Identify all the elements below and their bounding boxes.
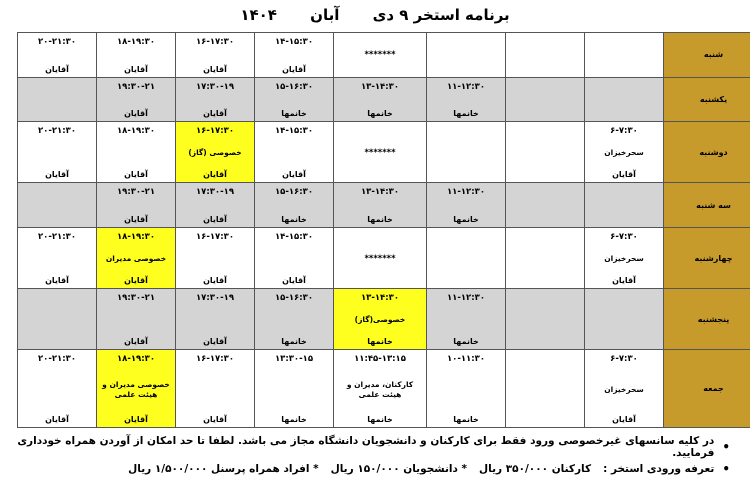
schedule-cell bbox=[585, 33, 664, 78]
schedule-cell bbox=[255, 227, 334, 288]
schedule-cell bbox=[176, 183, 255, 228]
schedule-cell bbox=[97, 122, 176, 183]
session-group: خانمها bbox=[367, 415, 393, 424]
schedule-cell bbox=[427, 227, 506, 288]
note-text: در کلیه سانسهای غیرخصوصی ورود فقط برای کارکنان و دانشجویان دانشگاه مجاز می باشد. لطفا تا حد امکان از آوردن همراه خودداری فرمایید. bbox=[17, 435, 715, 459]
session-time: ۱۵-۱۶:۳۰ bbox=[274, 293, 314, 304]
cell-content bbox=[336, 183, 424, 227]
cell-content bbox=[99, 350, 173, 427]
session-group: خانمها bbox=[281, 337, 307, 347]
session-group: آقایان bbox=[203, 64, 227, 74]
cell-content bbox=[336, 228, 424, 288]
session-group: خانمها bbox=[453, 337, 479, 347]
session-group: خانمها bbox=[453, 109, 479, 119]
cell-content bbox=[257, 122, 331, 182]
schedule-cell bbox=[427, 77, 506, 122]
session-group: آقایان bbox=[203, 170, 227, 180]
schedule-cell bbox=[255, 122, 334, 183]
session-time: ۲۰-۲۱:۳۰ bbox=[37, 231, 77, 242]
cell-content bbox=[429, 78, 503, 122]
closed-marker: ******* bbox=[364, 50, 396, 61]
session-group: آقایان bbox=[203, 214, 227, 224]
schedule-cell bbox=[506, 122, 585, 183]
schedule-cell bbox=[334, 122, 427, 183]
day-label: جمعه bbox=[664, 350, 750, 428]
session-time: ۱۵-۱۶:۳۰ bbox=[274, 81, 314, 92]
bullet-icon: • bbox=[722, 462, 730, 476]
cell-content bbox=[508, 78, 582, 122]
session-time: ۱۳:۳۰-۱۵ bbox=[274, 354, 314, 365]
session-group: خانمها bbox=[281, 109, 307, 119]
schedule-cell bbox=[334, 350, 427, 428]
day-label: یکشنبه bbox=[664, 77, 750, 122]
schedule-cell bbox=[506, 33, 585, 78]
schedule-cell bbox=[506, 227, 585, 288]
session-group: آقایان bbox=[282, 170, 306, 180]
cell-content bbox=[257, 350, 331, 427]
session-note: سحرخیزان bbox=[604, 254, 644, 264]
schedule-cell bbox=[176, 227, 255, 288]
schedule-cell bbox=[176, 33, 255, 78]
session-time: ۱۴-۱۵:۳۰ bbox=[274, 37, 314, 47]
cell-content bbox=[508, 228, 582, 288]
session-group: خانمها bbox=[453, 415, 479, 424]
session-group: آقایان bbox=[45, 276, 69, 286]
session-group: آقایان bbox=[124, 109, 148, 119]
bullet-icon: • bbox=[722, 440, 730, 454]
schedule-cell bbox=[427, 183, 506, 228]
cell-content bbox=[429, 183, 503, 227]
session-time: ۱۶-۱۷:۳۰ bbox=[195, 37, 235, 47]
schedule-row bbox=[18, 122, 750, 183]
session-group: آقایان bbox=[124, 170, 148, 180]
session-time: ۱۹:۳۰-۲۱ bbox=[116, 81, 156, 92]
session-time: ۱۷:۳۰-۱۹ bbox=[195, 187, 235, 198]
session-group: آقایان bbox=[203, 415, 227, 424]
session-time: ۱۶-۱۷:۳۰ bbox=[195, 354, 235, 365]
cell-content bbox=[429, 122, 503, 182]
closed-marker: ******* bbox=[364, 147, 396, 158]
cell-content bbox=[508, 33, 582, 77]
session-group: آقایان bbox=[203, 337, 227, 347]
schedule-cell bbox=[18, 183, 97, 228]
schedule-cell bbox=[176, 77, 255, 122]
schedule-cell bbox=[427, 33, 506, 78]
cell-content bbox=[99, 228, 173, 288]
cell-content bbox=[587, 183, 661, 227]
schedule-row bbox=[18, 183, 750, 228]
session-time: ۱۱-۱۲:۳۰ bbox=[446, 187, 486, 198]
cell-content bbox=[587, 33, 661, 77]
cell-content bbox=[99, 183, 173, 227]
schedule-cell bbox=[255, 33, 334, 78]
session-note: خصوصی مدیران bbox=[105, 254, 167, 264]
session-time: ۶-۷:۳۰ bbox=[610, 354, 638, 365]
session-group: آقایان bbox=[45, 64, 69, 74]
schedule-cell bbox=[334, 289, 427, 350]
fee-staff: کارکنان ۳۵۰/۰۰۰ ریال bbox=[479, 463, 592, 475]
cell-content bbox=[508, 183, 582, 227]
title-month: آبان bbox=[310, 6, 340, 24]
day-label: سه شنبه bbox=[664, 183, 750, 228]
cell-content bbox=[587, 228, 661, 288]
schedule-row bbox=[18, 77, 750, 122]
schedule-cell bbox=[97, 350, 176, 428]
cell-content bbox=[20, 228, 94, 288]
schedule-cell bbox=[18, 289, 97, 350]
schedule-cell bbox=[18, 122, 97, 183]
page-title bbox=[0, 6, 750, 24]
cell-content bbox=[178, 289, 252, 349]
session-group: آقایان bbox=[45, 415, 69, 424]
schedule-cell bbox=[97, 289, 176, 350]
day-label: دوشنبه bbox=[664, 122, 750, 183]
session-group: آقایان bbox=[124, 337, 148, 347]
schedule-cell bbox=[255, 77, 334, 122]
session-group: آقایان bbox=[282, 64, 306, 74]
schedule-cell bbox=[334, 77, 427, 122]
schedule-cell bbox=[97, 183, 176, 228]
session-time: ۱۹:۳۰-۲۱ bbox=[116, 187, 156, 198]
fee-guests: * افراد همراه پرسنل ۱/۵۰۰/۰۰۰ ریال bbox=[128, 463, 319, 475]
session-time: ۱۱-۱۲:۳۰ bbox=[446, 293, 486, 304]
schedule-cell bbox=[585, 77, 664, 122]
session-time: ۲۰-۲۱:۳۰ bbox=[37, 354, 77, 365]
schedule-cell bbox=[427, 350, 506, 428]
cell-content bbox=[178, 183, 252, 227]
title-main: برنامه استخر ۹ دی bbox=[372, 6, 510, 24]
cell-content bbox=[178, 33, 252, 77]
schedule-cell bbox=[255, 289, 334, 350]
title-year: ۱۴۰۴ bbox=[240, 6, 277, 24]
cell-content bbox=[257, 78, 331, 122]
schedule-cell bbox=[176, 289, 255, 350]
schedule-cell bbox=[18, 77, 97, 122]
session-time: ۱۳-۱۴:۳۰ bbox=[360, 81, 400, 92]
session-group: آقایان bbox=[203, 109, 227, 119]
cell-content bbox=[429, 289, 503, 349]
cell-content bbox=[336, 33, 424, 77]
session-note: خصوصی (گاز) bbox=[188, 148, 242, 158]
session-time: ۱۸-۱۹:۳۰ bbox=[116, 231, 156, 242]
schedule-cell bbox=[585, 183, 664, 228]
schedule-row bbox=[18, 350, 750, 428]
schedule-table bbox=[17, 32, 750, 428]
cell-content bbox=[508, 350, 582, 427]
day-label: شنبه bbox=[664, 33, 750, 78]
session-group: آقایان bbox=[124, 64, 148, 74]
schedule-cell bbox=[18, 227, 97, 288]
session-group: آقایان bbox=[124, 276, 148, 286]
session-group: خانمها bbox=[367, 214, 393, 224]
schedule-cell bbox=[506, 350, 585, 428]
session-time: ۱۶-۱۷:۳۰ bbox=[195, 231, 235, 242]
schedule-cell bbox=[585, 289, 664, 350]
session-group: خانمها bbox=[281, 415, 307, 424]
schedule-cell bbox=[585, 227, 664, 288]
cell-content bbox=[429, 33, 503, 77]
session-group: آقایان bbox=[612, 415, 636, 424]
cell-content bbox=[587, 289, 661, 349]
closed-marker: ******* bbox=[364, 253, 396, 264]
schedule-cell bbox=[506, 289, 585, 350]
session-group: آقایان bbox=[282, 276, 306, 286]
cell-content bbox=[99, 78, 173, 122]
session-group: آقایان bbox=[124, 214, 148, 224]
schedule-cell bbox=[334, 33, 427, 78]
schedule-cell bbox=[255, 183, 334, 228]
cell-content bbox=[99, 122, 173, 182]
cell-content bbox=[99, 33, 173, 77]
session-time: ۱۸-۱۹:۳۰ bbox=[116, 354, 156, 365]
fee-students: * دانشجویان ۱۵۰/۰۰۰ ریال bbox=[330, 463, 468, 475]
day-label: چهارشنبه bbox=[664, 227, 750, 288]
session-time: ۲۰-۲۱:۳۰ bbox=[37, 37, 77, 47]
session-time: ۱۸-۱۹:۳۰ bbox=[116, 37, 156, 47]
cell-content bbox=[336, 78, 424, 122]
schedule-cell bbox=[585, 122, 664, 183]
cell-content bbox=[178, 350, 252, 427]
schedule-cell bbox=[334, 227, 427, 288]
session-note: سحرخیزان bbox=[604, 148, 644, 158]
session-time: ۱۳-۱۴:۳۰ bbox=[360, 293, 400, 304]
note-fees bbox=[17, 458, 730, 480]
session-time: ۱۴-۱۵:۳۰ bbox=[274, 231, 314, 242]
session-time: ۱۹:۳۰-۲۱ bbox=[116, 293, 156, 304]
session-time: ۱۷:۳۰-۱۹ bbox=[195, 293, 235, 304]
session-note: خصوصی(گاز) bbox=[354, 315, 406, 325]
schedule-cell bbox=[585, 350, 664, 428]
schedule-cell bbox=[176, 122, 255, 183]
session-time: ۱۷:۳۰-۱۹ bbox=[195, 81, 235, 92]
cell-content bbox=[20, 183, 94, 227]
session-group: آقایان bbox=[203, 276, 227, 286]
cell-content bbox=[20, 289, 94, 349]
cell-content bbox=[257, 183, 331, 227]
cell-content bbox=[336, 122, 424, 182]
session-group: آقایان bbox=[124, 415, 148, 424]
schedule-cell bbox=[18, 33, 97, 78]
schedule-cell bbox=[427, 122, 506, 183]
cell-content bbox=[508, 122, 582, 182]
cell-content bbox=[178, 228, 252, 288]
cell-content bbox=[429, 350, 503, 427]
session-time: ۶-۷:۳۰ bbox=[610, 126, 638, 137]
session-note: کارکنان، مدیران و هیئت علمی bbox=[346, 379, 414, 399]
cell-content bbox=[587, 350, 661, 427]
cell-content bbox=[20, 122, 94, 182]
schedule-cell bbox=[97, 77, 176, 122]
session-time: ۱۱-۱۲:۳۰ bbox=[446, 81, 486, 92]
session-time: ۱۳-۱۴:۳۰ bbox=[360, 187, 400, 198]
session-group: خانمها bbox=[367, 337, 393, 347]
cell-content bbox=[257, 289, 331, 349]
cell-content bbox=[429, 228, 503, 288]
cell-content bbox=[508, 289, 582, 349]
cell-content bbox=[257, 228, 331, 288]
schedule-row bbox=[18, 33, 750, 78]
cell-content bbox=[20, 78, 94, 122]
session-group: خانمها bbox=[281, 214, 307, 224]
session-group: آقایان bbox=[45, 170, 69, 180]
session-time: ۱۸-۱۹:۳۰ bbox=[116, 126, 156, 137]
schedule-cell bbox=[427, 289, 506, 350]
cell-content bbox=[257, 33, 331, 77]
cell-content bbox=[20, 350, 94, 427]
session-group: آقایان bbox=[612, 276, 636, 286]
cell-content bbox=[587, 78, 661, 122]
schedule-cell bbox=[506, 77, 585, 122]
session-group: خانمها bbox=[367, 109, 393, 119]
cell-content bbox=[587, 122, 661, 182]
session-note: سحرخیزان bbox=[604, 384, 644, 394]
session-time: ۶-۷:۳۰ bbox=[610, 231, 638, 242]
session-group: آقایان bbox=[612, 170, 636, 180]
schedule-cell bbox=[334, 183, 427, 228]
session-time: ۱۴-۱۵:۳۰ bbox=[274, 126, 314, 137]
notes bbox=[17, 436, 730, 480]
session-time: ۲۰-۲۱:۳۰ bbox=[37, 126, 77, 137]
schedule-cell bbox=[506, 183, 585, 228]
cell-content bbox=[178, 78, 252, 122]
schedule-cell bbox=[97, 33, 176, 78]
session-note: خصوصی مدیران و هیئت علمی bbox=[102, 379, 170, 399]
schedule-cell bbox=[176, 350, 255, 428]
note-entry-rule bbox=[17, 436, 730, 458]
cell-content bbox=[20, 33, 94, 77]
session-time: ۱۰-۱۱:۳۰ bbox=[446, 354, 486, 365]
cell-content bbox=[336, 289, 424, 349]
schedule-cell bbox=[255, 350, 334, 428]
cell-content bbox=[99, 289, 173, 349]
session-time: ۱۶-۱۷:۳۰ bbox=[195, 126, 235, 137]
session-group: خانمها bbox=[453, 214, 479, 224]
schedule-cell bbox=[97, 227, 176, 288]
fees-label: تعرفه ورودی استخر : bbox=[603, 463, 715, 475]
day-label: پنجشنبه bbox=[664, 289, 750, 350]
schedule-cell bbox=[18, 350, 97, 428]
session-time: ۱۱:۴۵-۱۳:۱۵ bbox=[354, 354, 406, 365]
cell-content bbox=[336, 350, 424, 427]
schedule-row bbox=[18, 227, 750, 288]
session-time: ۱۵-۱۶:۳۰ bbox=[274, 187, 314, 198]
schedule-row bbox=[18, 289, 750, 350]
cell-content bbox=[178, 122, 252, 182]
